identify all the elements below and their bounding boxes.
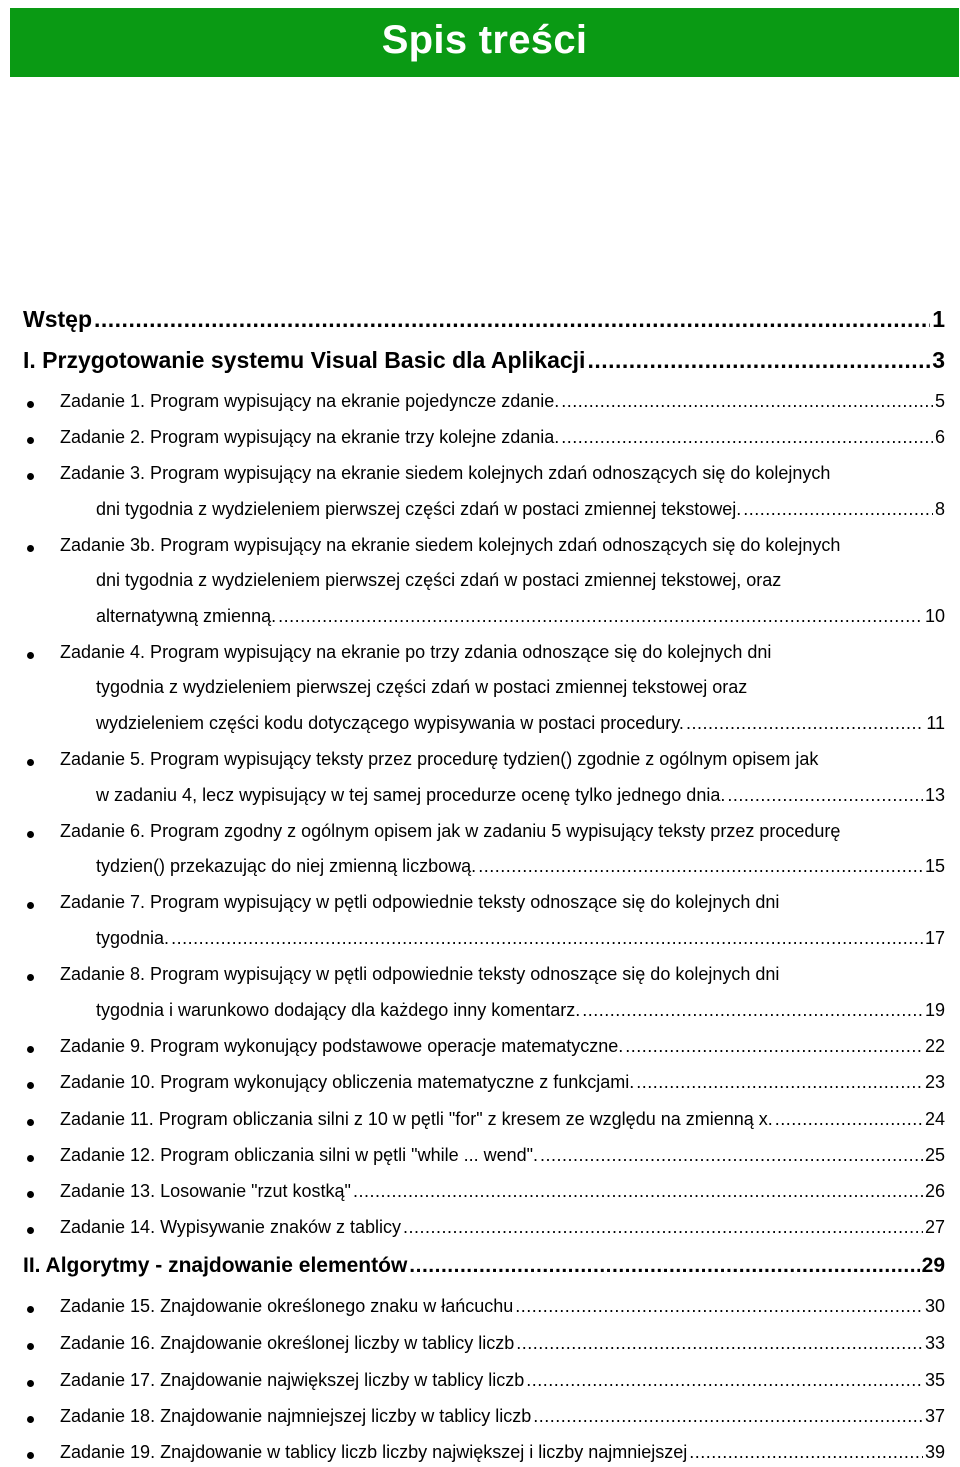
dot-leader — [516, 1333, 923, 1354]
bullet-icon — [27, 401, 34, 408]
bullet-icon — [27, 1227, 34, 1234]
toc-entry-text: Zadanie 11. Program obliczania silni z 10 w pętli "for" z kresem ze względu na zmienną x. — [60, 1109, 773, 1129]
toc-page-number: 37 — [924, 1406, 945, 1426]
toc-entry-wstep[interactable] — [23, 306, 945, 333]
dot-leader — [540, 1145, 923, 1166]
toc-page-number: 19 — [924, 1000, 945, 1020]
toc-entry-text: wydzieleniem części kodu dotyczącego wypisywania w postaci procedury. — [96, 713, 684, 733]
toc-entry-text: Zadanie 15. Znajdowanie określonego znaku w łańcuchu — [60, 1296, 514, 1316]
toc-entry-zadanie-4-line-2[interactable]: tygodnia z wydzieleniem pierwszej części zdań w postaci zmiennej tekstowej oraz — [96, 677, 748, 697]
toc-entry-text: w zadaniu 4, lecz wypisujący w tej samej procedurze ocenę tylko jednego dnia. — [96, 785, 726, 805]
bullet-icon — [27, 1191, 34, 1198]
toc-page-number: 33 — [924, 1333, 945, 1353]
toc-entry-zadanie-5[interactable] — [96, 785, 945, 806]
toc-entry-text: Zadanie 2. Program wypisujący na ekranie trzy kolejne zdania. — [60, 427, 560, 447]
toc-page-number: 24 — [924, 1109, 945, 1129]
toc-entry-zadanie-7-line-1[interactable]: Zadanie 7. Program wypisujący w pętli odpowiednie teksty odnoszące się do kolejnych dni — [60, 892, 780, 912]
toc-entry-text: tygodnia i warunkowo dodający dla każdego inny komentarz. — [96, 1000, 581, 1020]
toc-entry-text: dni tygodnia z wydzieleniem pierwszej części zdań w postaci zmiennej tekstowej. — [96, 499, 742, 519]
toc-entry-zadanie-18[interactable] — [60, 1406, 945, 1427]
toc-entry-zadanie-13[interactable] — [60, 1181, 945, 1202]
dot-leader — [353, 1181, 923, 1202]
toc-page-number: 26 — [924, 1181, 945, 1201]
toc-entry-text: Zadanie 1. Program wypisujący na ekranie pojedyncze zdanie. — [60, 391, 560, 411]
dot-leader — [533, 1406, 923, 1427]
toc-entry-zadanie-1[interactable] — [60, 391, 945, 412]
toc-page-number: 6 — [934, 427, 945, 447]
toc-page-number: 15 — [924, 856, 945, 876]
header-banner — [10, 8, 959, 77]
dot-leader — [636, 1072, 923, 1093]
toc-entry-zadanie-3[interactable] — [96, 499, 945, 520]
dot-leader — [409, 1254, 919, 1278]
toc-page-number: 39 — [924, 1442, 945, 1462]
toc-entry-zadanie-4[interactable] — [96, 713, 945, 734]
dot-leader — [94, 306, 930, 333]
bullet-icon — [27, 652, 34, 659]
toc-entry-zadanie-14[interactable] — [60, 1217, 945, 1238]
toc-entry-text: Zadanie 14. Wypisywanie znaków z tablicy — [60, 1217, 401, 1237]
toc-entry-zadanie-12[interactable] — [60, 1145, 945, 1166]
bullet-icon — [27, 473, 34, 480]
toc-page-number: 30 — [924, 1296, 945, 1316]
dot-leader — [561, 391, 933, 412]
bullet-icon — [27, 902, 34, 909]
dot-leader — [171, 928, 923, 949]
toc-page-number: 35 — [924, 1370, 945, 1390]
toc-entry-text: tydzien() przekazując do niej zmienną liczbową. — [96, 856, 477, 876]
toc-entry-zadanie-19[interactable] — [60, 1442, 945, 1463]
toc-entry-zadanie-5-line-1[interactable]: Zadanie 5. Program wypisujący teksty przez procedurę tydzien() zgodnie z ogólnym opisem jak — [60, 749, 819, 769]
toc-entry-text: tygodnia. — [96, 928, 170, 948]
bullet-icon — [27, 831, 34, 838]
toc-page-number: 29 — [921, 1254, 945, 1277]
toc-entry-zadanie-11[interactable] — [60, 1109, 945, 1130]
bullet-icon — [27, 974, 34, 981]
bullet-icon — [27, 1046, 34, 1053]
toc-entry-zadanie-3b-line-2[interactable]: dni tygodnia z wydzieleniem pierwszej części zdań w postaci zmiennej tekstowej, oraz — [96, 570, 782, 590]
bullet-icon — [27, 1452, 34, 1459]
dot-leader — [278, 606, 923, 627]
toc-entry-text: Zadanie 12. Program obliczania silni w pętli "while ... wend". — [60, 1145, 539, 1165]
dot-leader — [689, 1442, 923, 1463]
dot-leader — [743, 499, 933, 520]
toc-page-number: 3 — [932, 347, 945, 373]
toc-entry-part-1[interactable] — [23, 347, 945, 374]
toc-entry-zadanie-8[interactable] — [96, 1000, 945, 1021]
toc-entry-zadanie-3b-line-1[interactable]: Zadanie 3b. Program wypisujący na ekranie siedem kolejnych zdań odnoszących się do kolejnych — [60, 535, 841, 555]
dot-leader — [775, 1109, 923, 1130]
toc-page-number: 25 — [924, 1145, 945, 1165]
toc-entry-text: Wstęp — [23, 306, 92, 332]
toc-entry-zadanie-8-line-1[interactable]: Zadanie 8. Program wypisujący w pętli odpowiednie teksty odnoszące się do kolejnych dni — [60, 964, 780, 984]
toc-page-number: 10 — [924, 606, 945, 626]
toc-entry-text: II. Algorytmy - znajdowanie elementów — [23, 1254, 408, 1277]
toc-page-number: 22 — [924, 1036, 945, 1056]
dot-leader — [561, 427, 933, 448]
toc-page-number: 11 — [926, 713, 945, 733]
dot-leader — [478, 856, 923, 877]
toc-entry-zadanie-16[interactable] — [60, 1333, 945, 1354]
bullet-icon — [27, 1306, 34, 1313]
toc-page-number: 5 — [934, 391, 945, 411]
toc-entry-zadanie-6[interactable] — [96, 856, 945, 877]
toc-entry-text: Zadanie 16. Znajdowanie określonej liczby w tablicy liczb — [60, 1333, 515, 1353]
toc-page-number: 1 — [932, 306, 945, 332]
toc-entry-zadanie-9[interactable] — [60, 1036, 945, 1057]
bullet-icon — [27, 1380, 34, 1387]
dot-leader — [403, 1217, 923, 1238]
toc-entry-text: Zadanie 10. Program wykonujący obliczenia matematyczne z funkcjami. — [60, 1072, 635, 1092]
toc-entry-zadanie-17[interactable] — [60, 1370, 945, 1391]
toc-entry-text: I. Przygotowanie systemu Visual Basic dla Aplikacji — [23, 347, 586, 373]
dot-leader — [582, 1000, 923, 1021]
dot-leader — [625, 1036, 923, 1057]
dot-leader — [587, 347, 930, 374]
toc-entry-text: Zadanie 13. Losowanie "rzut kostką" — [60, 1181, 351, 1201]
toc-entry-text: alternatywną zmienną. — [96, 606, 277, 626]
bullet-icon — [27, 1119, 34, 1126]
toc-entry-zadanie-7[interactable] — [96, 928, 945, 949]
dot-leader — [515, 1296, 923, 1317]
toc-entry-zadanie-3-line-1[interactable]: Zadanie 3. Program wypisujący na ekranie siedem kolejnych zdań odnoszących się do kolejnych — [60, 463, 831, 483]
bullet-icon — [27, 1416, 34, 1423]
dot-leader — [727, 785, 923, 806]
toc-entry-zadanie-10[interactable] — [60, 1072, 945, 1093]
toc-entry-zadanie-15[interactable] — [60, 1296, 945, 1317]
toc-entry-zadanie-2[interactable] — [60, 427, 945, 448]
toc-entry-text: Zadanie 18. Znajdowanie najmniejszej liczby w tablicy liczb — [60, 1406, 532, 1426]
page-title: Spis treści — [381, 18, 588, 62]
toc-entry-text: Zadanie 17. Znajdowanie największej liczby w tablicy liczb — [60, 1370, 525, 1390]
dot-leader — [686, 713, 924, 734]
toc-page-number: 17 — [924, 928, 945, 948]
toc-entry-zadanie-3b[interactable] — [96, 606, 945, 627]
toc-entry-text: Zadanie 9. Program wykonujący podstawowe operacje matematyczne. — [60, 1036, 624, 1056]
bullet-icon — [27, 1343, 34, 1350]
toc-entry-part-2[interactable] — [23, 1254, 945, 1278]
toc-page-number: 27 — [924, 1217, 945, 1237]
dot-leader — [526, 1370, 923, 1391]
toc-entry-zadanie-4-line-1[interactable]: Zadanie 4. Program wypisujący na ekranie po trzy zdania odnoszące się do kolejnych dni — [60, 642, 772, 662]
bullet-icon — [27, 1155, 34, 1162]
toc-entry-text: Zadanie 19. Znajdowanie w tablicy liczb liczby największej i liczby najmniejszej — [60, 1442, 688, 1462]
bullet-icon — [27, 437, 34, 444]
toc-entry-zadanie-6-line-1[interactable]: Zadanie 6. Program zgodny z ogólnym opisem jak w zadaniu 5 wypisujący teksty przez procedurę — [60, 821, 841, 841]
bullet-icon — [27, 759, 34, 766]
toc-page-number: 23 — [924, 1072, 945, 1092]
toc-page-number: 13 — [924, 785, 945, 805]
bullet-icon — [27, 545, 34, 552]
toc-page-number: 8 — [934, 499, 945, 519]
bullet-icon — [27, 1082, 34, 1089]
